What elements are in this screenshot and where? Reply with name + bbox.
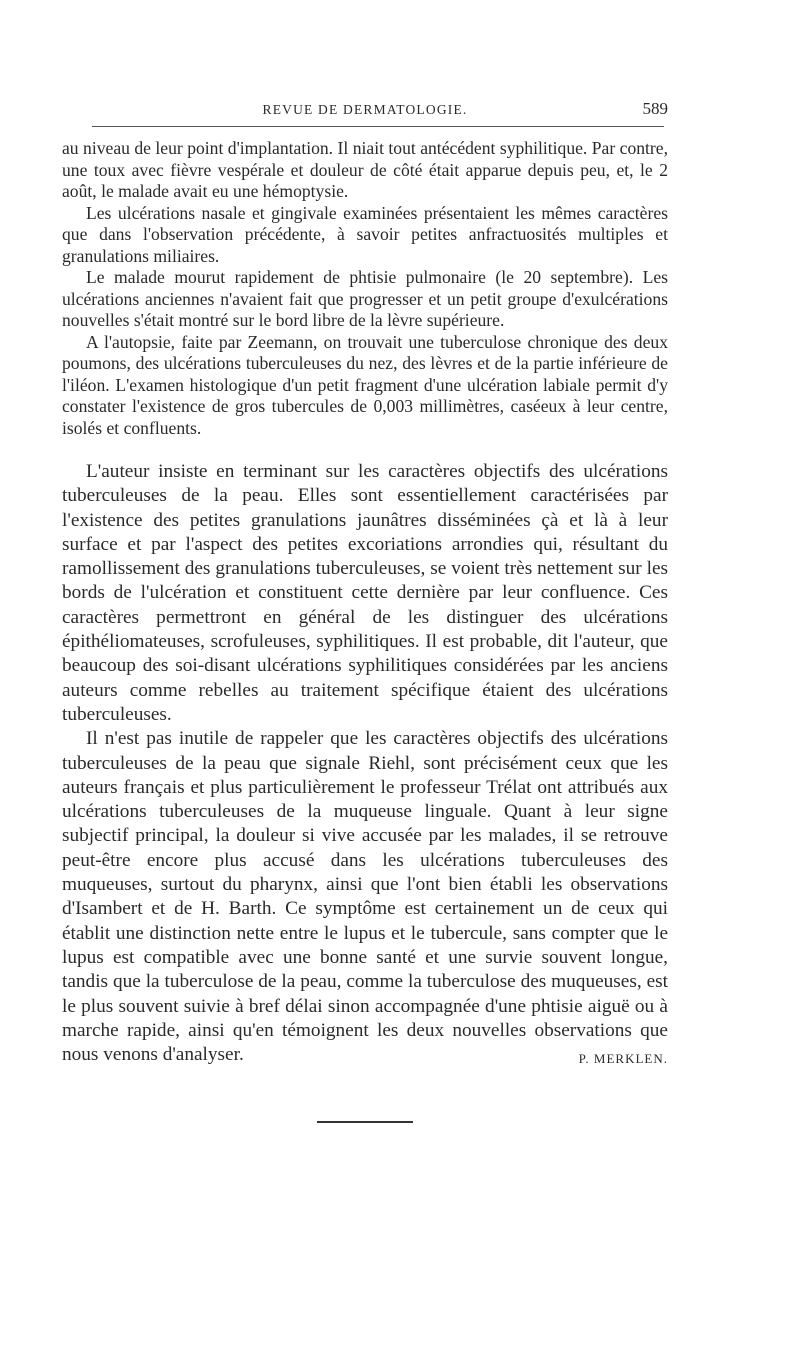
author-signature: P. MERKLEN. [578,1051,668,1067]
header-rule [92,126,664,127]
paragraph: au niveau de leur point d'implantation. Il niait tout antécédent syphilitique. Par contre, une toux avec fièvre vespérale et douleur de côté était apparue depuis peu, et, le 2 août, le malade avait eu une hémoptysie. [62,138,668,201]
journal-page [62,96,668,1123]
paragraph-text: Il n'est pas inutile de rappeler que les caractères objectifs des ulcérations tuberculeuses de la peau que signale Riehl, sont précisément ceux que les auteurs français et plus particulièrement le professeur Trélat ont attribués aux ulcérations tuberculeuses de la muqueuse linguale. Quant à leur signe subjectif principal, la douleur si vive accusée par les malades, il se retrouve peut-être encore plus accusé dans les ulcérations tuberculeuses des muqueuses, surtout du pharynx, ainsi que l'ont bien établi les observations d'Isambert et de H. Barth. Ce symptôme est certainement un de ceux qui établit une distinction nette entre le lupus et le tubercule, sans compter que le lupus est compatible avec une bonne santé et une survie souvent longue, tandis que la tuberculose de la peau, comme la tuberculose des muqueuses, est le plus souvent suivie à bref délai sinon accompagnée d'une phtisie aiguë ou à marche rapide, ainsi qu'en témoignent les deux nouvelles observations que nous venons d'analyser. [62,728,668,1066]
running-head [62,96,668,126]
running-title: REVUE DE DERMATOLOGIE. [262,102,468,117]
paragraph: Le malade mourut rapidement de phtisie pulmonaire (le 20 septembre). Les ulcérations anciennes n'avaient fait que progresser et un petit groupe d'exulcérations nouvelles s'était montré sur le bord libre de la lèvre supérieure. [62,267,668,330]
commentary-text [62,460,668,1067]
observation-text [62,138,668,439]
paragraph: A l'autopsie, faite par Zeemann, on trouvait une tuberculose chronique des deux poumons, des ulcérations tuberculeuses du nez, des lèvres et de la partie inférieure de l'iléon. L'examen histologique d'un petit fragment d'une ulcération labiale permit d'y constater l'existence de gros tubercules de 0,003 millimètres, caséeux à leur centre, isolés et confluents. [62,331,668,438]
paragraph: L'auteur insiste en terminant sur les caractères objectifs des ulcérations tuberculeuses de la peau. Elles sont essentiellement caractérisées par l'existence des petites granulations jaunâtres disséminées çà et là à leur surface et par l'aspect des petites excoriations arrondies qui, résultant du ramollissement des granulations tuberculeuses, se voient très nettement sur les bords de l'ulcération et constituent cette dernière par leur confluence. Ces caractères permettront en général de les distinguer des ulcérations épithéliomateuses, scrofuleuses, syphilitiques. Il est probable, dit l'auteur, que beaucoup des soi-disant ulcérations syphilitiques considérées par les anciens auteurs comme rebelles au traitement spécifique étaient des ulcérations tuberculeuses. [62,461,668,725]
paragraph [62,727,668,1067]
paragraph: Les ulcérations nasale et gingivale examinées présentaient les mêmes caractères que dans l'observation précédente, à savoir petites anfractuosités multiples et granulations miliaires. [62,202,668,266]
end-rule [317,1121,413,1123]
page-number: 589 [642,99,668,118]
